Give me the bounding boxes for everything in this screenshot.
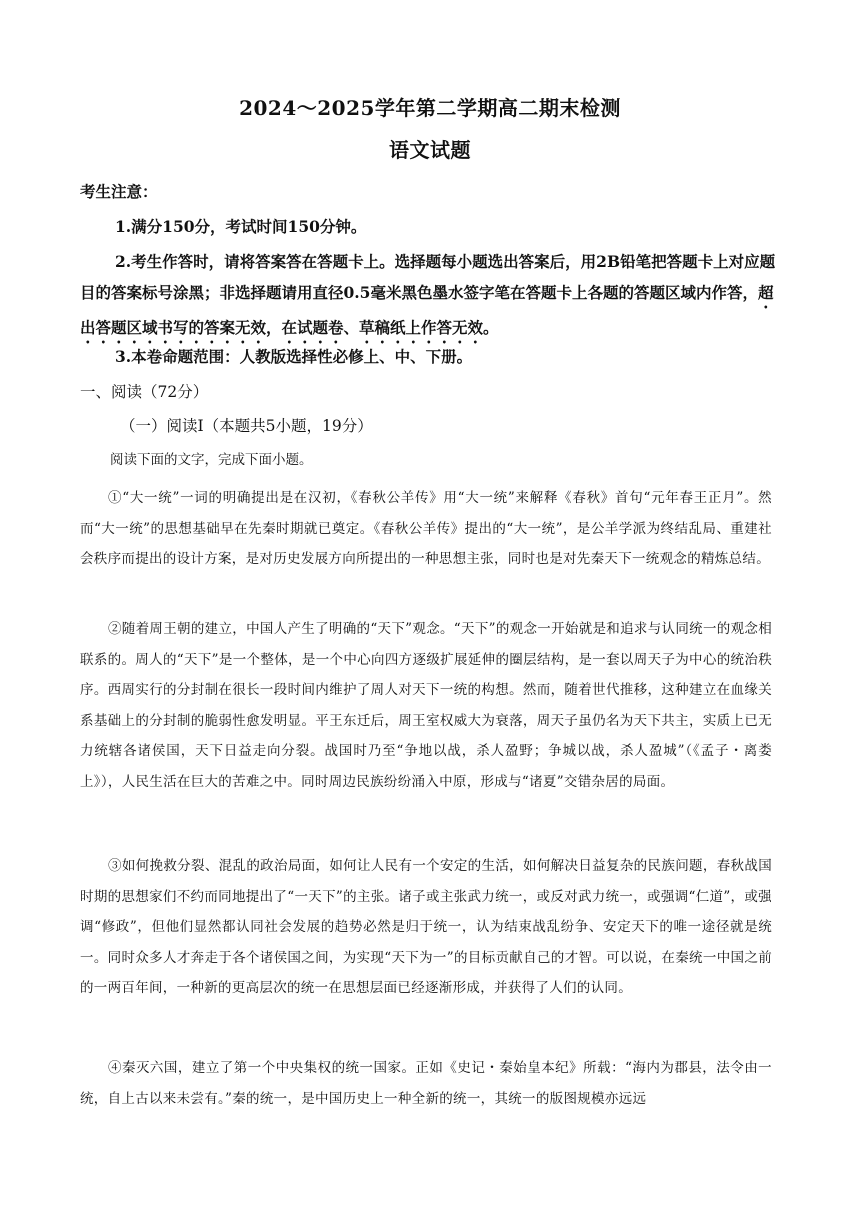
passage-paragraph-4: ④秦灭六国，建立了第一个中央集权的统一国家。正如《史记・秦始皇本纪》所载：“海内为郡县，法令由一统，自上古以来未尝有。”秦的统一，是中国历史上一种全新的统一，其统一的版图规模亦远远 [80,1060,772,1107]
notice-item-2-end: 。 [483,318,499,337]
notice-item-3: 3.本卷命题范围：人教版选择性必修上、中、下册。 [115,347,473,366]
notice-item-2-emphasis: 超出答题区域书写的答案无效，在试题卷、草稿纸上作答无效 [80,283,774,337]
section-title: 一、阅读（72分） [80,383,209,401]
passage-paragraph-1: ①“大一统”一词的明确提出是在汉初，《春秋公羊传》用“大一统”来解释《春秋》首句“元年春王正月”。然而“大一统”的思想基础早在先秦时期就已奠定。《春秋公羊传》提出的“大一统”，是公羊学派为终结乱局、重建社会秩序而提出的设计方案，是对历史发展方向所提出的一种思想主张，同时也是对先秦天下一统观念的精炼总结。 [80,490,772,567]
exam-subject-title: 语文试题 [389,138,471,162]
notice-item-2-text: 2.考生作答时，请将答案答在答题卡上。选择题每小题选出答案后，用2B铅笔把答题卡上对应题目的答案标号涂黑；非选择题请用直径0.5毫米黑色墨水签字笔在答题卡上各题的答题区域内作答， [80,252,776,302]
notice-item-2 [80,246,786,347]
notice-item-1: 1.满分150分，考试时间150分钟。 [115,217,367,236]
notice-heading: 考生注意： [80,182,158,201]
exam-title: 2024～2025学年第二学期高二期末检测 [239,96,621,120]
reading-instruction: 阅读下面的文字，完成下面小题。 [110,452,313,468]
section-subtitle: （一）阅读Ⅰ（本题共5小题，19分） [120,417,373,435]
passage-paragraph-2: ②随着周王朝的建立，中国人产生了明确的“天下”观念。“天下”的观念一开始就是和追求与认同统一的观念相联系的。周人的“天下”是一个整体，是一个中心向四方逐级扩展延伸的圈层结构，是一套以周天子为中心的统治秩序。西周实行的分封制在很长一段时间内维护了周人对天下一统的构想。然而，随着世代推移，这种建立在血缘关系基础上的分封制的脆弱性愈发明显。平王东迁后，周王室权威大为衰落，周天子虽仍名为天下共主，实质上已无力统辖各诸侯国，天下日益走向分裂。战国时乃至“争地以战，杀人盈野；争城以战，杀人盈城”（《孟子・离娄上》），人民生活在巨大的苦难之中。同时周边民族纷纷涌入中原，形成与“诸夏”交错杂居的局面。 [80,621,772,790]
passage-paragraph-3: ③如何挽救分裂、混乱的政治局面，如何让人民有一个安定的生活，如何解决日益复杂的民族问题，春秋战国时期的思想家们不约而同地提出了“一天下”的主张。诸子或主张武力统一，或反对武力统一，或强调“仁道”，或强调“修政”，但他们显然都认同社会发展的趋势必然是归于统一，认为结束战乱纷争、安定天下的唯一途径就是统一。同时众多人才奔走于各个诸侯国之间，为实现“天下为一”的目标贡献自己的才智。可以说，在秦统一中国之前的一两百年间，一种新的更高层次的统一在思想层面已经逐渐形成，并获得了人们的认同。 [80,858,772,996]
